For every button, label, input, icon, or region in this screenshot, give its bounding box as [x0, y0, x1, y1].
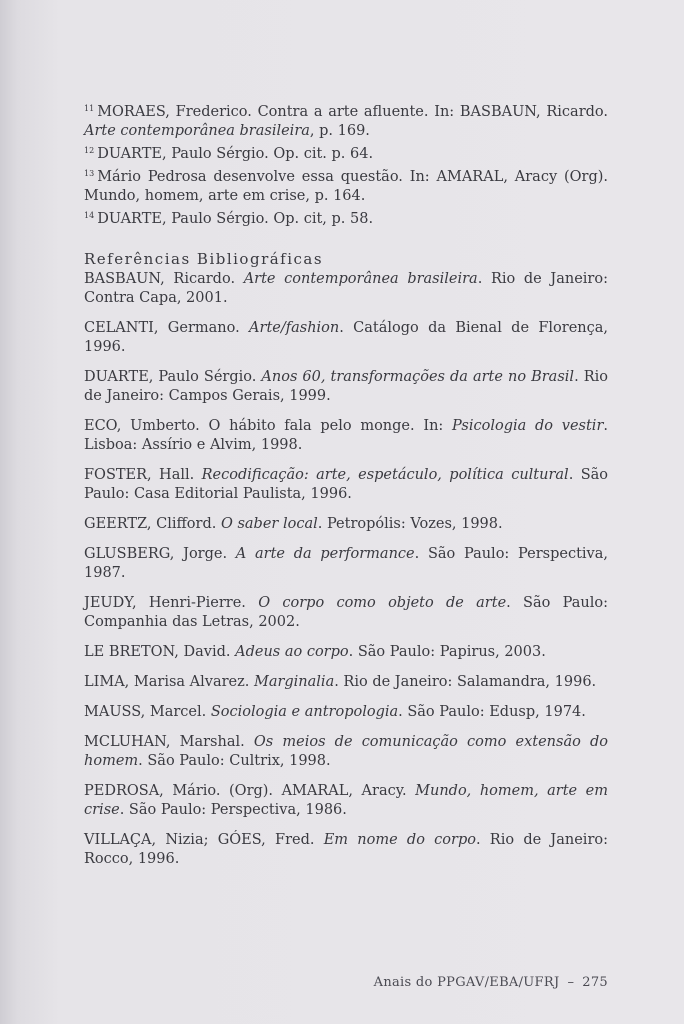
footnotes: [84, 99, 608, 229]
text-segment: MCLUHAN, Marshal.: [84, 734, 254, 750]
title-italic: Anos 60, transformações da arte no Brasil: [261, 369, 575, 385]
text-segment: . São Paulo: Casa Editorial Paulista, 1996.: [84, 467, 608, 502]
title-italic: Sociologia e antropologia: [210, 704, 399, 720]
text-segment: . Rio de Janeiro: Contra Capa, 2001.: [84, 271, 608, 306]
text-segment: . Rio de Janeiro: Rocco, 1996.: [84, 832, 608, 867]
reference-entry: [84, 643, 608, 662]
footnote-number: 12: [84, 146, 95, 155]
reference-entry: [84, 703, 608, 722]
text-segment: . Catálogo da Bienal de Florença, 1996.: [84, 320, 609, 355]
text-segment: GEERTZ, Clifford.: [84, 516, 221, 532]
title-italic: O saber local: [220, 516, 318, 532]
references-list: [84, 270, 608, 869]
text-segment: DUARTE, Paulo Sérgio.: [84, 369, 262, 385]
footnote-number: 14: [84, 211, 95, 220]
text-segment: . São Paulo: Edusp, 1974.: [398, 704, 586, 720]
text-segment: . São Paulo: Papirus, 2003.: [348, 644, 546, 660]
text-segment: ECO, Umberto. O hábito fala pelo monge. In:: [84, 418, 453, 434]
text-segment: GLUSBERG, Jorge.: [84, 546, 236, 562]
text-segment: BASBAUN, Ricardo.: [84, 271, 244, 287]
title-italic: Recodificação: arte, espetáculo, política cultural: [201, 467, 569, 483]
reference-entry: [84, 831, 608, 869]
text-segment: . Lisboa: Assírio e Alvim, 1998.: [84, 418, 608, 453]
text-segment: . São Paulo: Perspectiva, 1986.: [119, 802, 347, 818]
footnote: [84, 141, 608, 164]
title-italic: A arte da performance: [235, 546, 415, 562]
page-content: [84, 99, 608, 880]
title-italic: Os meios de comunicação como extensão do homem: [84, 734, 608, 769]
text-segment: . São Paulo: Cultrix, 1998.: [138, 753, 331, 769]
page-number: 275: [582, 975, 608, 990]
text-segment: DUARTE, Paulo Sérgio. Op. cit. p. 64.: [97, 146, 374, 162]
title-italic: Arte contemporânea brasileira: [243, 271, 478, 287]
reference-entry: [84, 545, 608, 583]
references-heading: Referências Bibliográficas: [84, 250, 324, 268]
footnote-number: 13: [84, 169, 95, 178]
text-segment: . São Paulo: Perspectiva, 1987.: [84, 546, 608, 581]
footnote-number: 11: [84, 104, 95, 113]
reference-entry: [84, 515, 608, 534]
text-segment: . Rio de Janeiro: Campos Gerais, 1999.: [84, 369, 608, 404]
text-segment: Mário Pedrosa desenvolve essa questão. In: AMARAL, Aracy (Org). Mundo, homem, arte em crise, p. 164.: [84, 169, 608, 204]
footnote: [84, 206, 608, 229]
text-segment: . Rio de Janeiro: Salamandra, 1996.: [334, 674, 597, 690]
title-italic: O corpo como objeto de arte: [258, 595, 507, 611]
title-italic: Arte contemporânea brasileira: [84, 123, 310, 139]
text-segment: . São Paulo: Companhia das Letras, 2002.: [84, 595, 608, 630]
text-segment: FOSTER, Hall.: [84, 467, 202, 483]
footnote: [84, 99, 608, 141]
reference-entry: [84, 782, 608, 820]
text-segment: , p. 169.: [309, 123, 370, 139]
title-italic: Psicologia do vestir: [452, 418, 604, 434]
title-italic: Mundo, homem, arte em crise: [84, 783, 608, 818]
text-segment: JEUDY, Henri-Pierre.: [84, 595, 259, 611]
title-italic: Arte/fashion: [249, 320, 340, 336]
reference-entry: [84, 319, 608, 357]
journal-name: Anais do PPGAV/EBA/UFRJ: [373, 975, 560, 990]
text-segment: LIMA, Marisa Alvarez.: [84, 674, 254, 690]
reference-entry: [84, 466, 608, 504]
title-italic: Marginalia: [253, 674, 335, 690]
text-segment: CELANTI, Germano.: [84, 320, 250, 336]
text-segment: DUARTE, Paulo Sérgio. Op. cit, p. 58.: [97, 211, 374, 227]
reference-entry: [84, 733, 608, 771]
reference-entry: [84, 594, 608, 632]
text-segment: PEDROSA, Mário. (Org). AMARAL, Aracy.: [84, 783, 416, 799]
page-footer: [374, 975, 608, 990]
footnote: [84, 164, 608, 206]
reference-entry: [84, 368, 608, 406]
title-italic: Em nome do corpo: [323, 832, 476, 848]
footer-separator: –: [567, 975, 575, 990]
reference-entry: [84, 270, 608, 308]
text-segment: . Petropólis: Vozes, 1998.: [317, 516, 503, 532]
title-italic: Adeus ao corpo: [235, 644, 349, 660]
text-segment: MORAES, Frederico. Contra a arte afluente. In: BASBAUN, Ricardo.: [97, 104, 608, 120]
reference-entry: [84, 673, 608, 692]
text-segment: LE BRETON, David.: [84, 644, 236, 660]
reference-entry: [84, 417, 608, 455]
text-segment: VILLAÇA, Nizia; GÓES, Fred.: [84, 832, 324, 848]
text-segment: MAUSS, Marcel.: [84, 704, 211, 720]
